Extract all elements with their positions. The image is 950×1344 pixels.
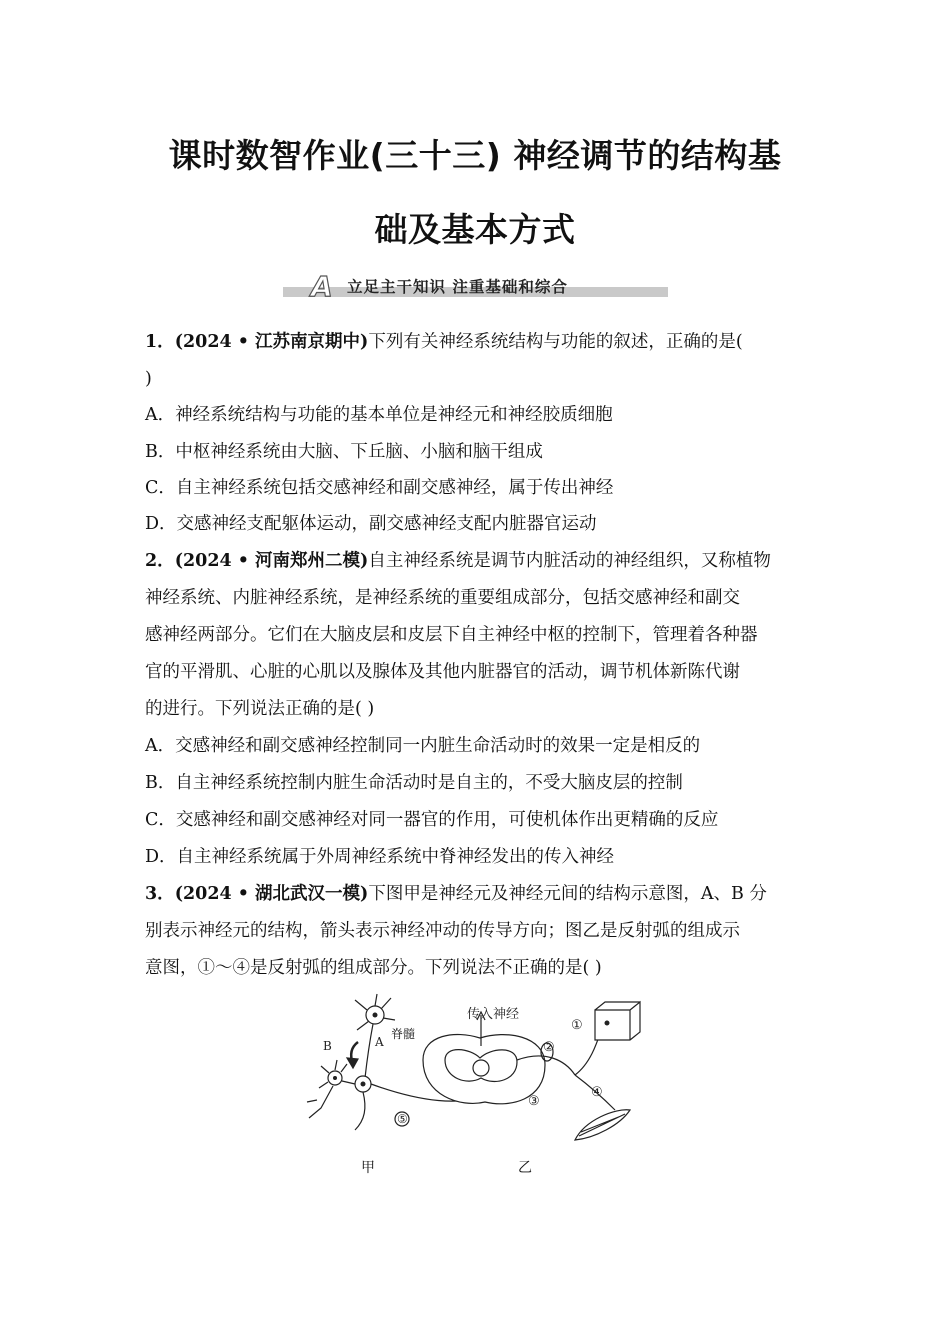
page-title-line-1: 课时数智作业(三十三) 神经调节的结构基 <box>168 136 782 175</box>
q3-stem-line-2: 别表示神经元的结构，箭头表示神经冲动的传导方向；图乙是反射弧的组成示 <box>145 921 740 941</box>
lower-axon <box>355 1092 365 1130</box>
spinal-cord <box>423 1012 615 1110</box>
afferent-label: 传入神经 <box>467 1007 520 1022</box>
q2-stem <box>145 549 810 573</box>
q2-stem-line-3: 感神经两部分。它们在大脑皮层和皮层下自主神经中枢的控制下，管理着各种器 <box>145 625 758 645</box>
q1-option-a: A．神经系统结构与功能的基本单位是神经元和神经胶质细胞 <box>145 405 613 425</box>
spinal-cord-label: 脊髓 <box>391 1027 416 1041</box>
spinal-cord-outline <box>423 1034 545 1103</box>
label-3: ③ <box>528 1094 540 1109</box>
q1-number: 1． <box>145 332 175 352</box>
q2-stem-line-1: 自主神经系统是调节内脏活动的神经组织，又称植物 <box>368 551 771 571</box>
q1-stem-line-1: 下列有关神经系统结构与功能的叙述，正确的是( <box>368 332 743 352</box>
q3-stem-line-1: 下图甲是神经元及神经元间的结构示意图，A、B 分 <box>368 884 767 904</box>
label-1: ① <box>571 1018 583 1033</box>
conduction-arrow <box>347 1058 358 1068</box>
q3-stem <box>145 882 810 906</box>
q1-stem <box>145 330 810 354</box>
q3-stem-line-3: 意图，①～④是反射弧的组成部分。下列说法不正确的是( ) <box>145 958 602 978</box>
q2-stem-line-4: 官的平滑肌、心脏的心肌以及腺体及其他内脏器官的活动，调节机体新陈代谢 <box>145 662 740 682</box>
upper-neuron-nucleus <box>373 1013 378 1018</box>
left-neuron-nucleus <box>333 1076 337 1080</box>
label-4: ④ <box>591 1085 603 1100</box>
q2-option-c: C．交感神经和副交感神经对同一器官的作用，可使机体作出更精确的反应 <box>145 810 719 830</box>
caption-left: 甲 <box>361 1160 375 1176</box>
upper-axon <box>365 1024 373 1078</box>
q3-source: (2024 • 湖北武汉一模) <box>174 884 369 904</box>
receptor <box>595 1002 640 1040</box>
q1-source: (2024 • 江苏南京期中) <box>174 332 369 352</box>
q2-option-d: D．自主神经系统属于外周神经系统中脊神经发出的传入神经 <box>145 847 615 867</box>
q2-option-a: A．交感神经和副交感神经控制同一内脏生命活动时的效果一定是相反的 <box>145 736 701 756</box>
q2-source: (2024 • 河南郑州二模) <box>174 551 369 571</box>
q1-stem-line-2: ) <box>145 369 152 389</box>
label-b: B <box>323 1039 332 1053</box>
label-2: ② <box>543 1040 555 1055</box>
receptor-dot <box>605 1021 610 1026</box>
banner-letter: A <box>311 270 333 303</box>
q1-option-c: C．自主神经系统包括交感神经和副交感神经，属于传出神经 <box>145 478 614 498</box>
page-title-line-2: 础及基本方式 <box>374 210 576 249</box>
q2-stem-line-2: 神经系统、内脏神经系统，是神经系统的重要组成部分，包括交感神经和副交 <box>145 588 740 608</box>
label-a: A <box>375 1035 384 1049</box>
caption-right: 乙 <box>518 1160 532 1176</box>
left-axon <box>307 1086 333 1118</box>
section-banner <box>283 270 668 302</box>
q3-number: 3． <box>145 884 175 904</box>
q2-stem-line-5: 的进行。下列说法正确的是( ) <box>145 699 375 719</box>
lower-neuron-nucleus <box>361 1082 366 1087</box>
q1-option-d: D．交感神经支配躯体运动，副交感神经支配内脏器官运动 <box>145 514 597 534</box>
neuron-reflex-arc-figure <box>295 990 655 1185</box>
q2-option-b: B．自主神经系统控制内脏生命活动时是自主的，不受大脑皮层的控制 <box>145 773 683 793</box>
q1-option-b: B．中枢神经系统由大脑、下丘脑、小脑和脑干组成 <box>145 442 543 462</box>
receptor-box <box>595 1002 640 1040</box>
label-5: ⑤ <box>397 1112 408 1126</box>
banner-text: 立足主干知识 注重基础和综合 <box>347 278 568 296</box>
q2-number: 2． <box>145 551 175 571</box>
